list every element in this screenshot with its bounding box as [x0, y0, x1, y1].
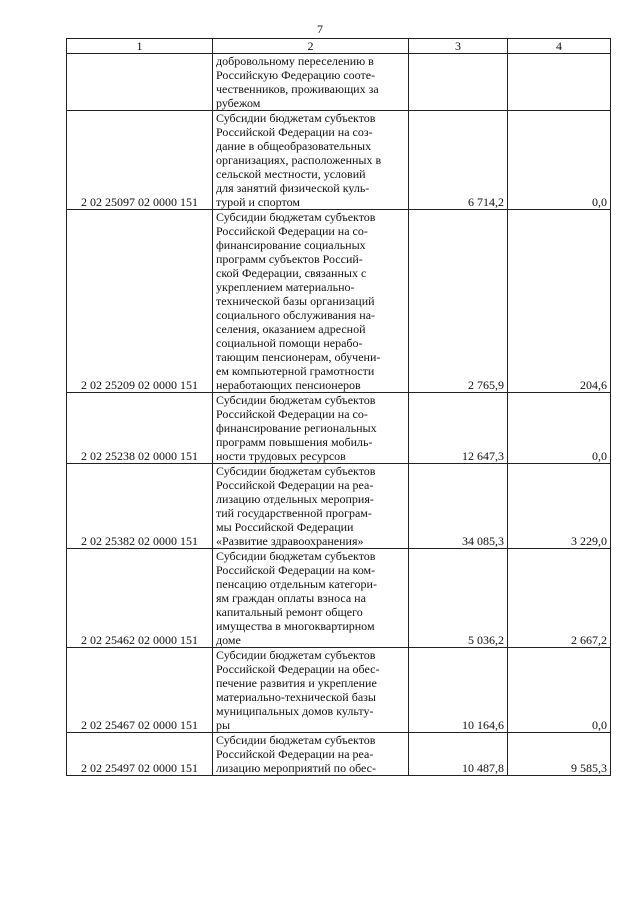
revenue-description	[213, 393, 409, 464]
description-line: финансирование региональных	[216, 421, 377, 435]
description-line: чественников, проживающих за	[216, 82, 379, 96]
amount-column-3: 10 164,6	[409, 648, 508, 733]
column-header-2: 2	[213, 39, 409, 54]
budget-classification-code: 2 02 25467 02 0000 151	[67, 648, 213, 733]
description-line: капитальный ремонт общего	[216, 605, 363, 619]
description-line: доме	[216, 633, 241, 647]
amount-column-4: 0,0	[508, 648, 611, 733]
description-line: Субсидии бюджетам субъектов	[216, 393, 376, 407]
amount-column-4: 0,0	[508, 393, 611, 464]
column-header-3: 3	[409, 39, 508, 54]
amount-column-3: 5 036,2	[409, 549, 508, 648]
description-line: Российской Федерации на со-	[216, 407, 368, 421]
description-line: Субсидии бюджетам субъектов	[216, 111, 376, 125]
description-line: Субсидии бюджетам субъектов	[216, 464, 376, 478]
description-line: сельской местности, условий	[216, 167, 366, 181]
description-line: Субсидии бюджетам субъектов	[216, 210, 376, 224]
description-line: социальной помощи нерабо-	[216, 336, 363, 350]
description-line: пенсацию отдельным категори-	[216, 577, 377, 591]
description-line: программ повышения мобиль-	[216, 435, 373, 449]
table-body	[67, 54, 611, 776]
description-line: для занятий физической куль-	[216, 181, 370, 195]
description-line: ской Федерации, связанных с	[216, 266, 367, 280]
description-line: программ субъектов Россий-	[216, 252, 363, 266]
description-line: Российской Федерации на реа-	[216, 747, 374, 761]
amount-column-3: 6 714,2	[409, 111, 508, 210]
description-line: неработающих пенсионеров	[216, 378, 361, 392]
amount-column-3	[409, 54, 508, 111]
budget-classification-code	[67, 54, 213, 111]
description-line: селения, оказанием адресной	[216, 322, 366, 336]
column-header-4: 4	[508, 39, 611, 54]
amount-column-3: 12 647,3	[409, 393, 508, 464]
revenue-description	[213, 210, 409, 393]
description-line: Российской Федерации на ком-	[216, 563, 376, 577]
description-line: рубежом	[216, 96, 261, 110]
budget-classification-code: 2 02 25097 02 0000 151	[67, 111, 213, 210]
amount-column-3: 34 085,3	[409, 464, 508, 549]
description-line: лизацию мероприятий по обес-	[216, 761, 376, 775]
revenue-description	[213, 111, 409, 210]
description-line: Российской Федерации на со-	[216, 224, 368, 238]
amount-column-4: 2 667,2	[508, 549, 611, 648]
column-header-1: 1	[67, 39, 213, 54]
revenue-description	[213, 464, 409, 549]
table-row	[67, 210, 611, 393]
description-line: «Развитие здравоохранения»	[216, 534, 364, 548]
column-number-header-row	[67, 39, 611, 54]
description-line: мы Российской Федерации	[216, 520, 354, 534]
amount-column-4: 3 229,0	[508, 464, 611, 549]
description-line: ры	[216, 718, 231, 732]
amount-column-3: 10 487,8	[409, 733, 508, 776]
amount-column-4: 204,6	[508, 210, 611, 393]
table-row	[67, 111, 611, 210]
description-line: материально-технической базы	[216, 690, 376, 704]
budget-classification-code: 2 02 25382 02 0000 151	[67, 464, 213, 549]
description-line: тающим пенсионерам, обучени-	[216, 350, 381, 364]
budget-classification-code: 2 02 25462 02 0000 151	[67, 549, 213, 648]
description-line: Российскую Федерацию соотe-	[216, 68, 376, 82]
description-line: тий государственной програм-	[216, 506, 372, 520]
description-line: печение развития и укрепление	[216, 676, 377, 690]
table-row	[67, 549, 611, 648]
description-line: добровольному переселению в	[216, 54, 374, 68]
description-line: Российской Федерации на обес-	[216, 662, 380, 676]
description-line: лизацию отдельных мероприя-	[216, 492, 374, 506]
description-line: Субсидии бюджетам субъектов	[216, 733, 376, 747]
table-row	[67, 393, 611, 464]
description-line: укреплением материально-	[216, 280, 355, 294]
amount-column-4	[508, 54, 611, 111]
table-row	[67, 733, 611, 776]
revenue-description	[213, 648, 409, 733]
budget-revenue-table	[66, 38, 611, 776]
description-line: Субсидии бюджетам субъектов	[216, 549, 376, 563]
description-line: дание в общеобразовательных	[216, 139, 372, 153]
description-line: Российской Федерации на реа-	[216, 478, 374, 492]
description-line: технической базы организаций	[216, 294, 375, 308]
revenue-description	[213, 54, 409, 111]
description-line: организациях, расположенных в	[216, 153, 382, 167]
description-line: турой и спортом	[216, 195, 300, 209]
table-row	[67, 464, 611, 549]
page-number: 7	[317, 22, 323, 36]
budget-classification-code: 2 02 25209 02 0000 151	[67, 210, 213, 393]
description-line: муниципальных домов культу-	[216, 704, 374, 718]
description-line: финансирование социальных	[216, 238, 366, 252]
description-line: социального обслуживания на-	[216, 308, 376, 322]
description-line: Российской Федерации на соз-	[216, 125, 373, 139]
description-line: ности трудовых ресурсов	[216, 449, 346, 463]
description-line: имущества в многоквартирном	[216, 619, 375, 633]
description-line: Субсидии бюджетам субъектов	[216, 648, 376, 662]
table-row	[67, 648, 611, 733]
description-line: ем компьютерной грамотности	[216, 364, 375, 378]
budget-classification-code: 2 02 25238 02 0000 151	[67, 393, 213, 464]
table-row	[67, 54, 611, 111]
revenue-description	[213, 733, 409, 776]
description-line: ям граждан оплаты взноса на	[216, 591, 366, 605]
amount-column-3: 2 765,9	[409, 210, 508, 393]
amount-column-4: 0,0	[508, 111, 611, 210]
revenue-description	[213, 549, 409, 648]
budget-classification-code: 2 02 25497 02 0000 151	[67, 733, 213, 776]
amount-column-4: 9 585,3	[508, 733, 611, 776]
